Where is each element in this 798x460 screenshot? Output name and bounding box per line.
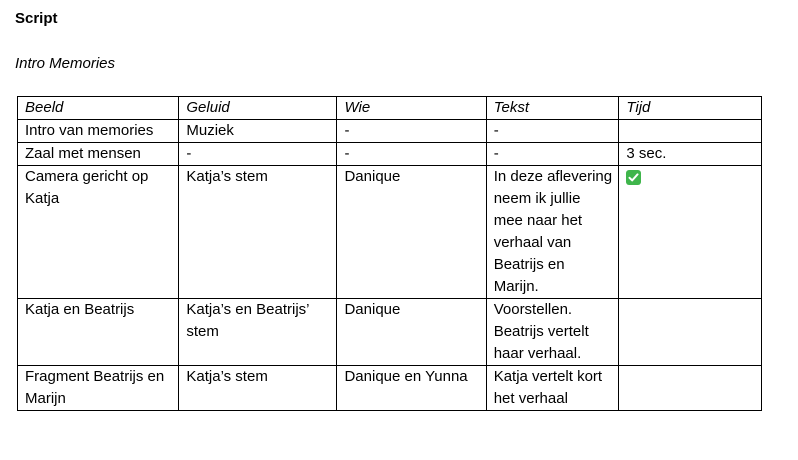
cell-wie: Danique en Yunna — [337, 366, 486, 411]
section-title: Intro Memories — [15, 55, 116, 72]
cell-tekst: - — [486, 143, 619, 166]
table-row — [18, 120, 762, 143]
cell-tijd — [619, 120, 762, 143]
header-beeld: Beeld — [18, 97, 179, 120]
script-table — [17, 96, 762, 411]
cell-geluid: Muziek — [179, 120, 337, 143]
cell-tijd — [619, 299, 762, 366]
header-tijd: Tijd — [619, 97, 762, 120]
cell-wie: - — [337, 143, 486, 166]
cell-beeld: Fragment Beatrijs en Marijn — [18, 366, 179, 411]
cell-wie: Danique — [337, 166, 486, 299]
cell-tekst: Voorstellen. Beatrijs vertelt haar verhaal. — [486, 299, 619, 366]
cell-tijd — [619, 166, 762, 299]
cell-beeld: Camera gericht op Katja — [18, 166, 179, 299]
cell-beeld: Katja en Beatrijs — [18, 299, 179, 366]
table-row — [18, 366, 762, 411]
header-geluid: Geluid — [179, 97, 337, 120]
cell-tekst: Katja vertelt kort het verhaal — [486, 366, 619, 411]
cell-tekst: - — [486, 120, 619, 143]
cell-geluid: Katja’s stem — [179, 366, 337, 411]
check-mark-icon — [626, 170, 641, 185]
table-row — [18, 143, 762, 166]
table-header-row — [18, 97, 762, 120]
cell-beeld: Zaal met mensen — [18, 143, 179, 166]
header-tekst: Tekst — [486, 97, 619, 120]
header-wie: Wie — [337, 97, 486, 120]
cell-tijd — [619, 366, 762, 411]
cell-geluid: - — [179, 143, 337, 166]
document-title: Script — [15, 10, 58, 27]
cell-beeld: Intro van memories — [18, 120, 179, 143]
cell-wie: - — [337, 120, 486, 143]
cell-wie: Danique — [337, 299, 486, 366]
cell-tijd: 3 sec. — [619, 143, 762, 166]
table-row — [18, 299, 762, 366]
cell-geluid: Katja’s stem — [179, 166, 337, 299]
cell-tekst: In deze aflevering neem ik jullie mee naar het verhaal van Beatrijs en Marijn. — [486, 166, 619, 299]
cell-geluid: Katja’s en Beatrijs’ stem — [179, 299, 337, 366]
table-row — [18, 166, 762, 299]
